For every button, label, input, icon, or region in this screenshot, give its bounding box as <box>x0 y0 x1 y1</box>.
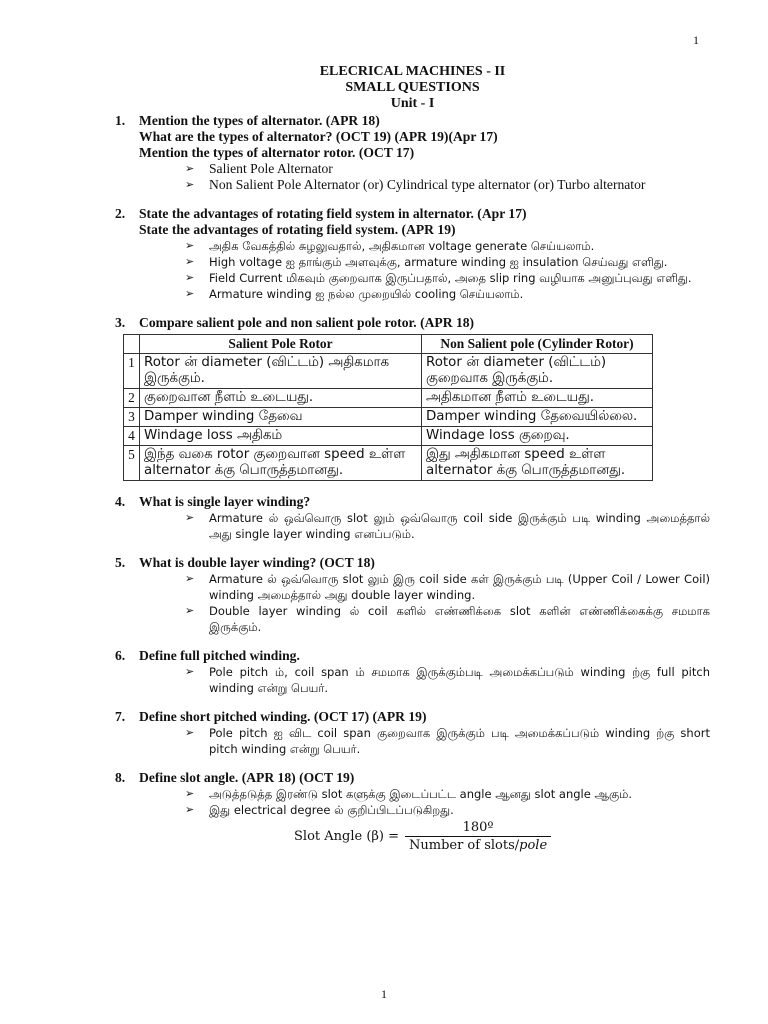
answer-item: ➢ Salient Pole Alternator <box>185 161 333 176</box>
question-number: 7. <box>115 709 126 724</box>
question-1 <box>115 113 710 193</box>
doc-title: ELECRICAL MACHINES - II <box>319 64 506 79</box>
table-cell: குறைவான நீளம் உடையது. <box>140 389 422 408</box>
question-number: 5. <box>115 555 126 570</box>
formula-fraction <box>405 820 551 854</box>
question-text: Mention the types of alternator. (APR 18) <box>139 113 380 128</box>
answer-list <box>139 725 710 757</box>
question-text: State the advantages of rotating field system in alternator. (Apr 17) <box>139 206 527 221</box>
table-row <box>124 354 653 389</box>
slot-angle-formula <box>294 820 710 854</box>
formula-denominator: Number of slots/pole <box>405 836 551 854</box>
question-text: State the advantages of rotating field system. (APR 19) <box>139 222 456 237</box>
table-header-cell: Non Salient pole (Cylinder Rotor) <box>422 335 653 354</box>
answer-item: ➢ Field Current மிகவும் குறைவாக இருப்பதால், அதை slip ring வழியாக அனுப்புவது எளிது. <box>185 271 692 285</box>
answer-item: ➢ Non Salient Pole Alternator (or) Cylindrical type alternator (or) Turbo alternator <box>185 177 646 192</box>
page-number-top: 1 <box>693 33 699 47</box>
answer-list <box>139 786 710 818</box>
table-cell: அதிகமான நீளம் உடையது. <box>422 389 653 408</box>
answer-item: ➢ Armature ல் ஒவ்வொரு slot லும் ஒவ்வொரு coil side இருக்கும் படி winding அமைத்தால் அது single layer winding எனப்படும். <box>185 511 710 541</box>
doc-subtitle: SMALL QUESTIONS <box>345 80 480 95</box>
answer-list <box>139 571 710 635</box>
arrowhead-bullet-icon: ➢ <box>185 665 195 678</box>
arrowhead-bullet-icon: ➢ <box>185 511 195 524</box>
table-cell: Windage loss அதிகம் <box>140 427 422 446</box>
formula-numerator: 180º <box>462 820 494 835</box>
question-number: 4. <box>115 494 126 509</box>
document-body <box>115 64 710 854</box>
question-text: What are the types of alternator? (OCT 19) (APR 19)(Apr 17) <box>139 129 498 144</box>
doc-unit: Unit - I <box>390 96 435 111</box>
arrowhead-bullet-icon: ➢ <box>185 803 195 816</box>
arrowhead-bullet-icon: ➢ <box>185 255 195 268</box>
table-cell: 3 <box>124 408 140 427</box>
answer-item: ➢ Armature ல் ஒவ்வொரு slot லும் இரு coil side கள் இருக்கும் படி (Upper Coil / Lower Coil) winding அமைத்தால் அது double layer winding. <box>185 572 710 602</box>
table-cell: Damper winding தேவை <box>140 408 422 427</box>
question-number: 1. <box>115 113 126 128</box>
table-cell: 2 <box>124 389 140 408</box>
table-row <box>124 446 653 481</box>
question-text: Define slot angle. (APR 18) (OCT 19) <box>139 770 355 785</box>
question-text: Define short pitched winding. (OCT 17) (APR 19) <box>139 709 427 724</box>
formula-lhs: Slot Angle (β) = <box>294 829 399 844</box>
arrowhead-bullet-icon: ➢ <box>185 271 195 284</box>
table-header-row <box>124 335 653 354</box>
arrowhead-bullet-icon: ➢ <box>185 787 195 800</box>
question-text: What is double layer winding? (OCT 18) <box>139 555 375 570</box>
comparison-table <box>123 334 653 481</box>
question-number: 2. <box>115 206 126 221</box>
table-cell: இந்த வகை rotor குறைவான speed உள்ள alternator க்கு பொருத்தமானது. <box>140 446 422 481</box>
table-cell: Windage loss குறைவு. <box>422 427 653 446</box>
answer-item: ➢ அதிக வேகத்தில் சுழலுவதால், அதிகமான voltage generate செய்யலாம். <box>185 239 595 253</box>
question-2 <box>115 206 710 302</box>
arrowhead-bullet-icon: ➢ <box>185 604 195 617</box>
question-number: 3. <box>115 315 126 330</box>
table-cell: இது அதிகமான speed உள்ள alternator க்கு பொருத்தமானது. <box>422 446 653 481</box>
answer-item: ➢ Pole pitch ஐ விட coil span குறைவாக இருக்கும் படி அமைக்கப்படும் winding ற்கு short pitch winding என்று பெயர். <box>185 726 710 756</box>
page-number-bottom: 1 <box>381 987 387 1001</box>
arrowhead-bullet-icon: ➢ <box>185 726 195 739</box>
question-8 <box>115 770 710 854</box>
arrowhead-bullet-icon: ➢ <box>185 239 195 252</box>
table-cell: Damper winding தேவையில்லை. <box>422 408 653 427</box>
table-cell: 4 <box>124 427 140 446</box>
table-cell: 5 <box>124 446 140 481</box>
table-cell: Rotor ன் diameter (விட்டம்) அதிகமாக இருக்கும். <box>140 354 422 389</box>
table-header-cell: Salient Pole Rotor <box>140 335 422 354</box>
answer-item: ➢ Double layer winding ல் coil களில் எண்ணிக்கை slot களின் எண்ணிக்கைக்கு சமமாக இருக்கும். <box>185 604 710 634</box>
question-6 <box>115 648 710 696</box>
answer-item: ➢ அடுத்தடுத்த இரண்டு slot களுக்கு இடைப்பட்ட angle ஆனது slot angle ஆகும். <box>185 787 633 801</box>
question-3 <box>115 315 710 331</box>
question-4 <box>115 494 710 542</box>
question-text: Mention the types of alternator rotor. (OCT 17) <box>139 145 415 160</box>
answer-item: ➢ Pole pitch ம், coil span ம் சமமாக இருக்கும்படி அமைக்கப்படும் winding ற்கு full pitch winding என்று பெயர். <box>185 665 710 695</box>
answer-item: ➢ இது electrical degree ல் குறிப்பிடப்படுகிறது. <box>185 803 454 817</box>
arrowhead-bullet-icon: ➢ <box>185 287 195 300</box>
question-number: 6. <box>115 648 126 663</box>
arrowhead-bullet-icon: ➢ <box>185 572 195 585</box>
question-7 <box>115 709 710 757</box>
answer-item: ➢ High voltage ஐ தாங்கும் அளவுக்கு, armature winding ஐ insulation செய்வது எளிது. <box>185 255 668 269</box>
arrowhead-bullet-icon: ➢ <box>185 178 195 191</box>
table-cell: 1 <box>124 354 140 389</box>
question-text: What is single layer winding? <box>139 494 311 509</box>
answer-list <box>139 510 710 542</box>
question-5 <box>115 555 710 635</box>
question-text: Compare salient pole and non salient pole rotor. (APR 18) <box>139 315 475 330</box>
arrowhead-bullet-icon: ➢ <box>185 162 195 175</box>
question-text: Define full pitched winding. <box>139 648 300 663</box>
table-row <box>124 408 653 427</box>
table-cell: Rotor ன் diameter (விட்டம்) குறைவாக இருக்கும். <box>422 354 653 389</box>
table-header-cell <box>124 335 140 354</box>
answer-list <box>139 238 710 302</box>
answer-list <box>139 664 710 696</box>
question-number: 8. <box>115 770 126 785</box>
answer-item: ➢ Armature winding ஐ நல்ல முறையில் cooling செய்யலாம். <box>185 287 524 301</box>
table-row <box>124 427 653 446</box>
table-row <box>124 389 653 408</box>
answer-list <box>139 161 710 193</box>
